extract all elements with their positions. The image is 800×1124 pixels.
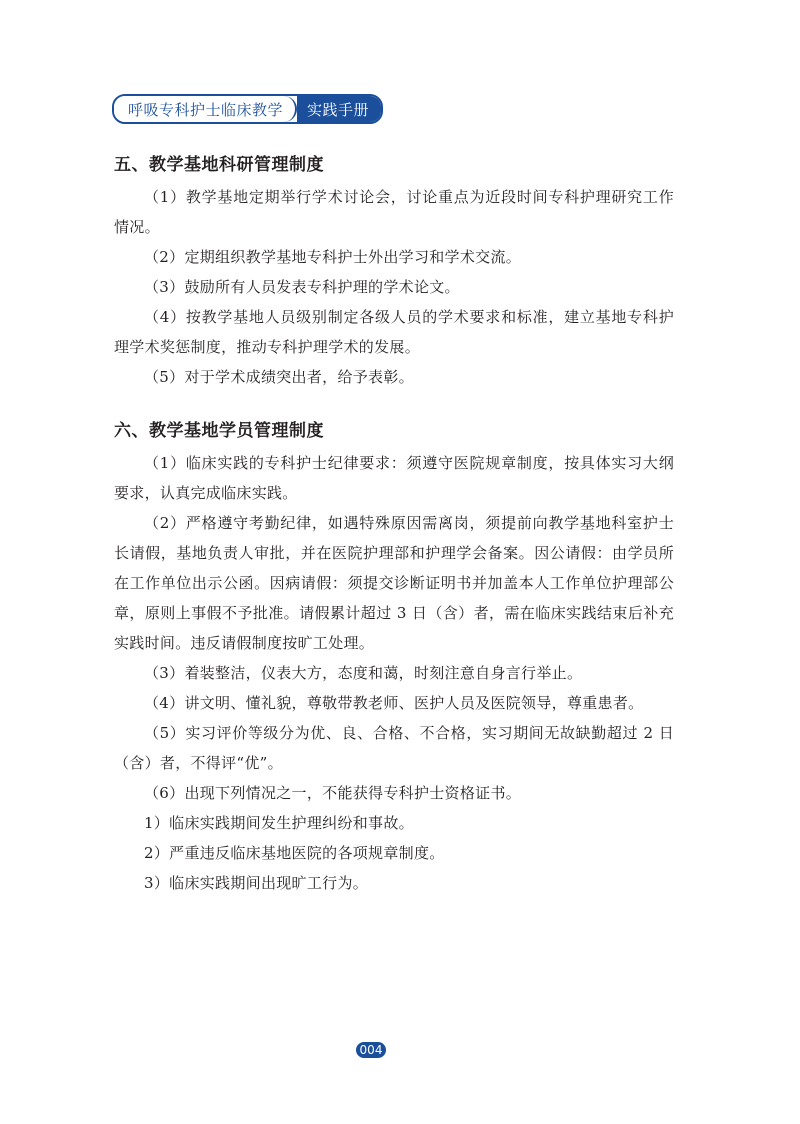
page-content — [114, 148, 674, 898]
paragraph: （5）对于学术成绩突出者，给予表彰。 — [144, 368, 414, 386]
book-subtitle: 实践手册 — [297, 96, 381, 122]
section-title: 五、教学基地科研管理制度 — [114, 155, 324, 175]
list-item: 1）临床实践期间发生护理纠纷和事故。 — [144, 814, 414, 832]
paragraph: （6）出现下列情况之一，不能获得专科护士资格证书。 — [144, 784, 522, 802]
paragraph: （4）按教学基地人员级别制定各级人员的学术要求和标准，建立基地专科护理学术奖惩制度，推动专科护理学术的发展。 — [114, 308, 674, 356]
paragraph: （1）教学基地定期举行学术讨论会，讨论重点为近段时间专科护理研究工作情况。 — [114, 188, 674, 236]
paragraph: （4）讲文明、懂礼貌，尊敬带教老师、医护人员及医院领导，尊重患者。 — [144, 694, 644, 712]
paragraph: （2）定期组织教学基地专科护士外出学习和学术交流。 — [144, 248, 522, 266]
book-title: 呼吸专科护士临床教学 — [114, 96, 297, 122]
list-item: 3）临床实践期间出现旷工行为。 — [144, 874, 369, 892]
paragraph: （2）严格遵守考勤纪律，如遇特殊原因需离岗，须提前向教学基地科室护士长请假，基地负责人审批，并在医院护理部和护理学会备案。因公请假：由学员所在工作单位出示公函。因病请假：须提交诊断证明书并加盖本人工作单位护理部公章，原则上事假不予批准。请假累计超过 3 日（含）者，需在临床实践结束后补充实践时间。违反请假制度按旷工处理。 — [114, 514, 674, 652]
book-title-badge — [112, 94, 383, 124]
paragraph: （3）着装整洁，仪表大方，态度和蔼，时刻注意自身言行举止。 — [144, 664, 583, 682]
paragraph: （1）临床实践的专科护士纪律要求：须遵守医院规章制度，按具体实习大纲要求，认真完成临床实践。 — [114, 454, 674, 502]
paragraph: （3）鼓励所有人员发表专科护理的学术论文。 — [144, 278, 460, 296]
list-item: 2）严重违反临床基地医院的各项规章制度。 — [144, 844, 445, 862]
section-title: 六、教学基地学员管理制度 — [114, 421, 324, 441]
page-number: 004 — [356, 1042, 386, 1058]
section-trainee-management — [114, 414, 674, 898]
paragraph: （5）实习评价等级分为优、良、合格、不合格，实习期间无故缺勤超过 2 日（含）者，不得评“优”。 — [114, 724, 674, 772]
section-research-management — [114, 148, 674, 392]
